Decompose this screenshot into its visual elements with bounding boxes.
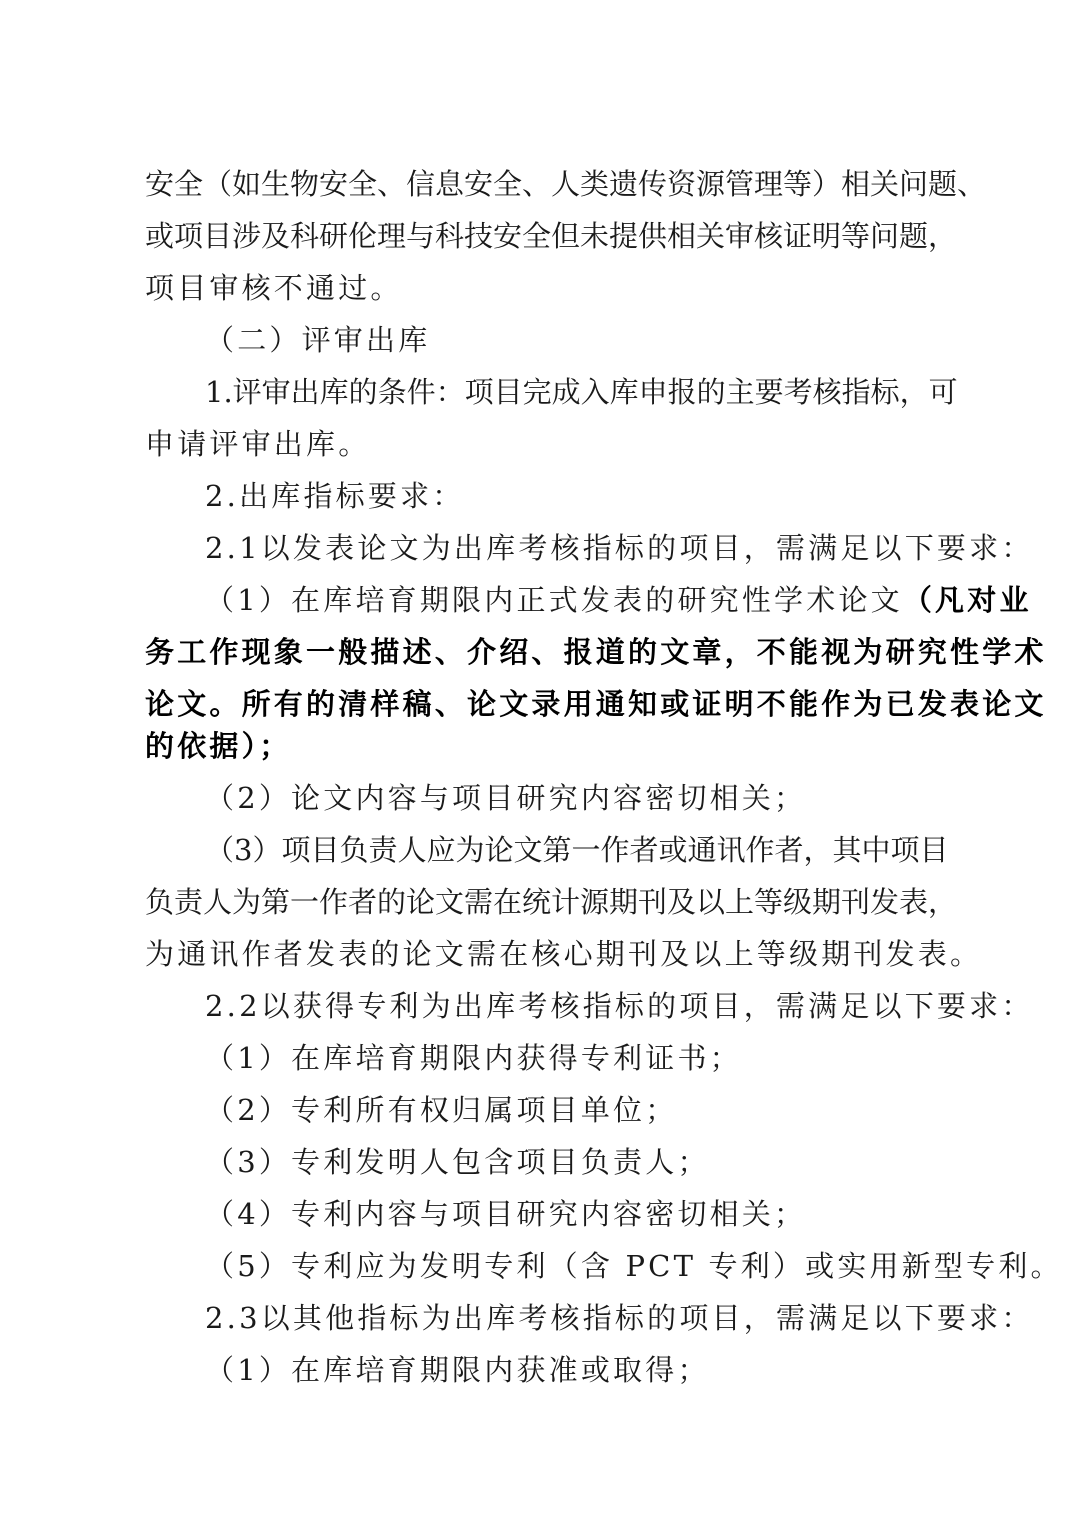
- list-item: （2）论文内容与项目研究内容密切相关；: [205, 781, 807, 815]
- list-item: （1）在库培育期限内获得专利证书；: [205, 1041, 742, 1075]
- paragraph-line: 2.3以其他指标为出库考核指标的项目，需满足以下要求：: [205, 1301, 1034, 1335]
- paragraph-line: 项目审核不通过。: [145, 271, 403, 305]
- list-item-text: （1）在库培育期限内正式发表的研究性学术论文: [205, 583, 903, 617]
- paragraph-line: 申请评审出库。: [145, 427, 371, 461]
- paragraph-line: 2.1以发表论文为出库考核指标的项目，需满足以下要求：: [205, 531, 1034, 565]
- list-item: （3）项目负责人应为论文第一作者或通讯作者，其中项目: [205, 833, 949, 867]
- paragraph-line: 1.评审出库的条件：项目完成入库申报的主要考核指标，可: [205, 375, 958, 409]
- paragraph-line: 或项目涉及科研伦理与科技安全但未提供相关审核证明等问题，: [145, 219, 958, 253]
- list-item: （4）专利内容与项目研究内容密切相关；: [205, 1197, 807, 1231]
- bold-note-line: 务工作现象一般描述、介绍、报道的文章，不能视为研究性学术: [145, 635, 1047, 669]
- paragraph-line: 安全（如生物安全、信息安全、人类遗传资源管理等）相关问题、: [145, 167, 987, 201]
- bold-note-line: 的依据）；: [145, 729, 292, 763]
- bold-note-text: （凡对业: [902, 583, 1032, 617]
- list-item: （3）专利发明人包含项目负责人；: [205, 1145, 710, 1179]
- paragraph-line: 2.2以获得专利为出库考核指标的项目，需满足以下要求：: [205, 989, 1034, 1023]
- bold-note-line: 论文。所有的清样稿、论文录用通知或证明不能作为已发表论文: [145, 687, 1047, 721]
- paragraph-line: [205, 574, 1032, 626]
- section-heading: （二）评审出库: [205, 323, 431, 357]
- list-item: （5）专利应为发明专利（含 PCT 专利）或实用新型专利。: [205, 1249, 1063, 1283]
- paragraph-line: 负责人为第一作者的论文需在统计源期刊及以上等级期刊发表，: [145, 885, 958, 919]
- list-item: （1）在库培育期限内获准或取得；: [205, 1353, 710, 1387]
- list-item: （2）专利所有权归属项目单位；: [205, 1093, 678, 1127]
- subsection-heading: 2.出库指标要求：: [205, 479, 465, 513]
- paragraph-line: 为通讯作者发表的论文需在核心期刊及以上等级期刊发表。: [145, 937, 983, 971]
